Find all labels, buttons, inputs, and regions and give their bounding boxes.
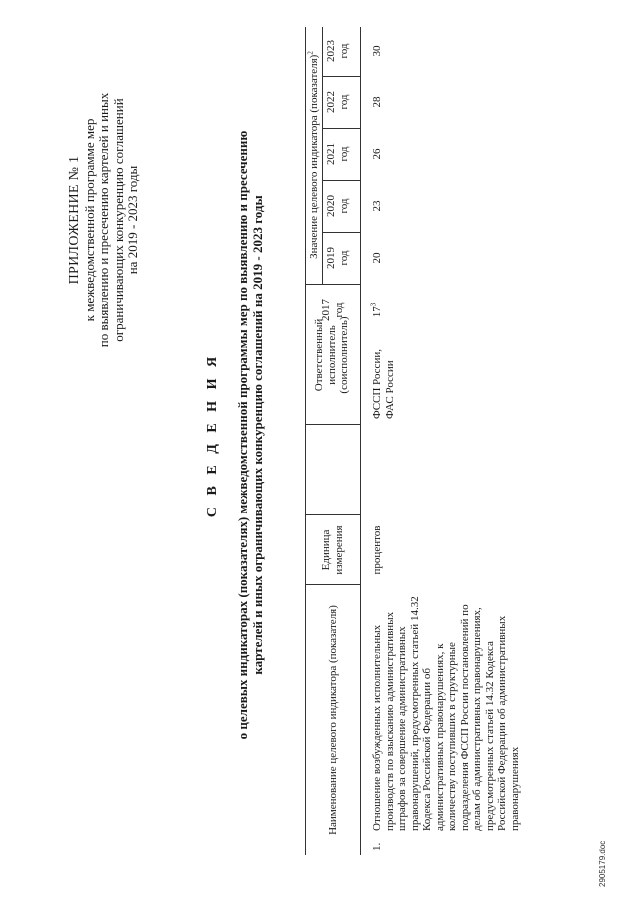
row-indicator-name: Отношение возбужденных исполнительных производств по взысканию административных штрафов за совершение административных правонарушений, предусмотренных статьей 14.32 Кодекса Российской Федерации об административных правонарушениях, к количеству поступивших в структурные подразделения ФССП России постановлений по делам об административных правонарушениях, предусмотренных статьей 14.32 Кодекса Российской Федерации об административных правонарушениях	[371, 596, 521, 831]
appendix-block	[68, 70, 141, 370]
header-bottom-border	[360, 27, 361, 855]
document-title: С В Е Д Е Н И Я	[205, 352, 220, 518]
header-year: 2021 год	[325, 143, 350, 165]
header-year: 2022 год	[325, 91, 350, 113]
group-header-divider	[322, 27, 323, 285]
document-id: 2905179.doc	[598, 840, 607, 887]
header-unit: Единица измерения	[320, 525, 345, 575]
header-year: 2023 год	[325, 40, 350, 62]
document-subtitle-line1: о целевых индикаторах (показателях) межведомственной программы мер по выявлению и пресечению	[235, 130, 250, 740]
table-top-border	[305, 27, 306, 855]
header-indicator-name: Наименование целевого индикатора (показателя)	[327, 605, 339, 835]
col-divider	[305, 424, 360, 425]
header-base-year: 2017 год	[320, 299, 345, 321]
header-values-group: Значение целевого индикатора (показателя)$^2$	[306, 51, 320, 259]
header-responsible: Ответственный исполнитель (соисполнитель)	[313, 316, 350, 394]
document-subtitle-line2: картелей и иных ограничивающих конкуренцию соглашений на 2019 - 2023 годы	[250, 195, 265, 675]
row-value: 23	[371, 200, 383, 212]
row-value: 26	[371, 148, 383, 160]
col-divider	[305, 584, 360, 585]
indicators-table	[305, 27, 615, 855]
col-divider	[305, 514, 360, 515]
title-block	[205, 85, 265, 785]
header-year: 2019 год	[325, 247, 350, 269]
row-number: 1.	[371, 842, 383, 851]
row-responsible: ФССП России, ФАС России	[371, 349, 396, 419]
row-value: 20	[371, 252, 383, 264]
row-value: 30	[371, 45, 383, 57]
appendix-line: на 2019 - 2023 годы	[125, 165, 140, 275]
row-unit: процентов	[371, 525, 383, 575]
appendix-line: ограничивающих конкуренцию соглашений	[110, 98, 126, 342]
row-base-value: $17^3$	[369, 302, 383, 318]
row-value: 28	[371, 96, 383, 108]
header-year: 2020 год	[325, 195, 350, 217]
appendix-line: по выявлению и пресечению картелей и иных	[96, 92, 111, 348]
appendix-title: ПРИЛОЖЕНИЕ № 1	[67, 155, 82, 285]
appendix-line: к межведомственной программе мер	[81, 118, 97, 322]
